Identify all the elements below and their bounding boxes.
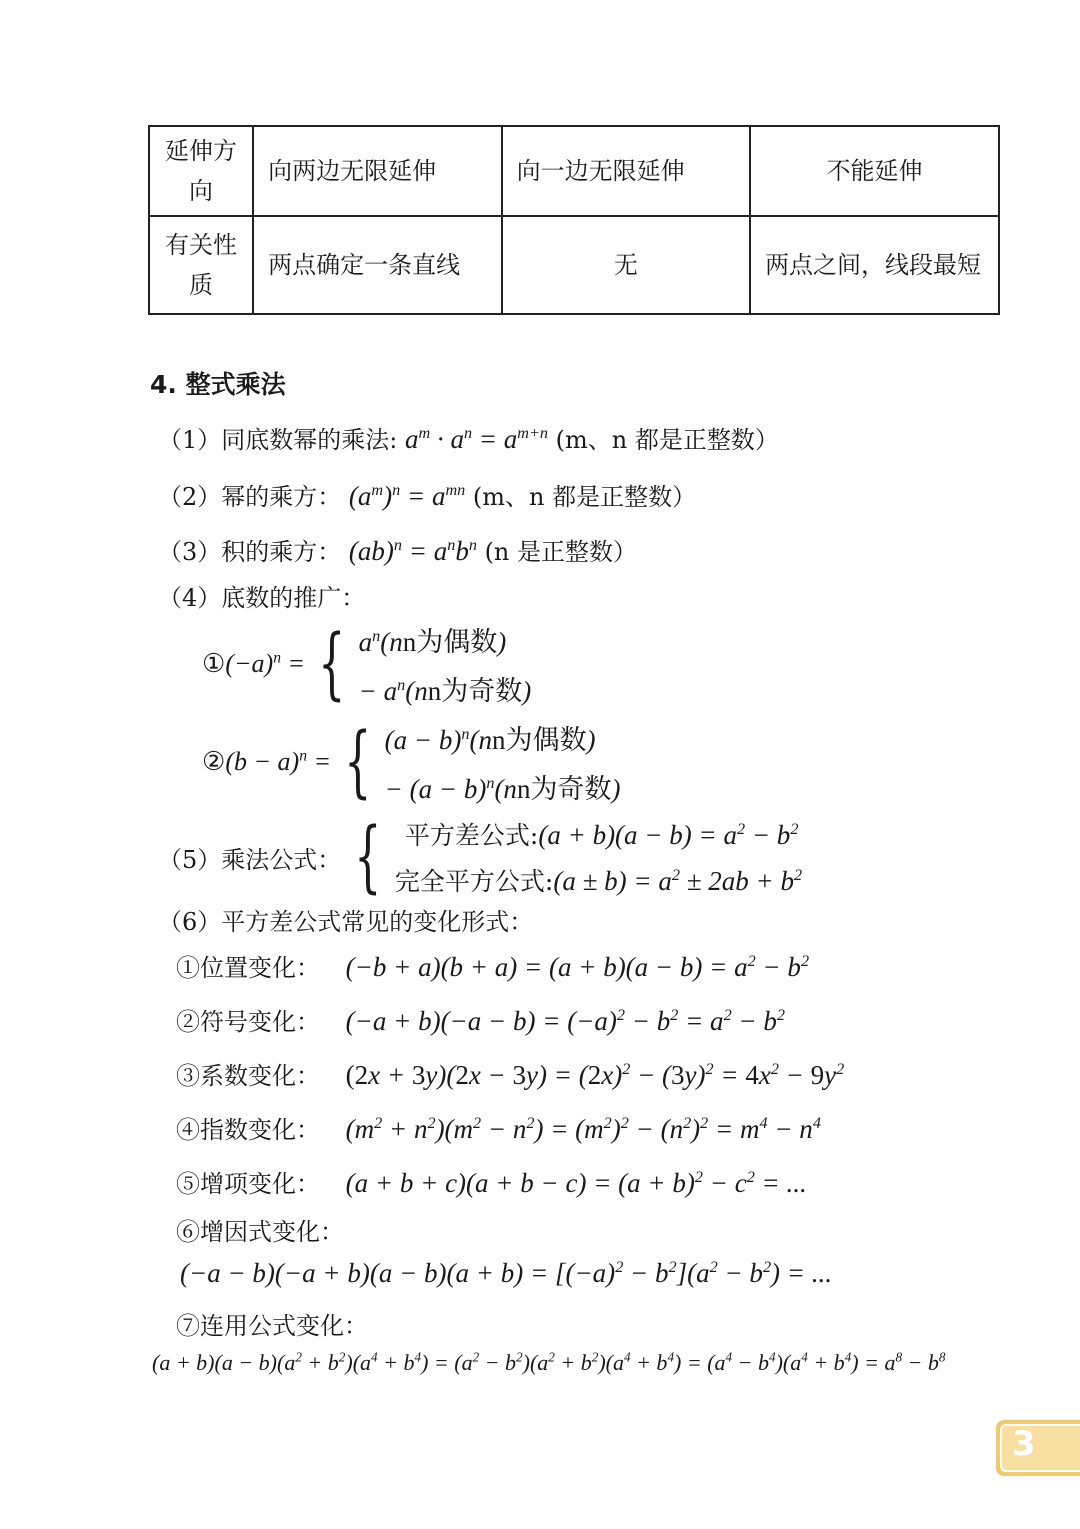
formula: $(a + b)(a - b)(a^2 + b^2)(a^4 + b^4) = (a^2 - b^2)(a^2 + b^2)(a^4 + b^4) = (a^4 - b^4)(a^4 + b^4) = a^8 - b^8$ — [152, 1349, 946, 1375]
formula: $a^m \cdot a^n = a^{m+n}$ — [405, 424, 548, 454]
brace: { — [354, 812, 382, 902]
variation-coefficient — [176, 1056, 844, 1091]
section-title: 4. 整式乘法 — [150, 370, 286, 399]
variation-label: ⑥增因式变化： — [176, 1218, 344, 1246]
rule-multiplication-formulas — [158, 812, 803, 902]
formula: $(-a - b)(-a + b)(a - b)(a + b) = [(-a)^2 - b^2](a^2 - b^2)$ = ... — [180, 1258, 832, 1288]
table-cell: 无 — [502, 216, 750, 314]
row-header: 延伸方向 — [149, 126, 253, 216]
variation-added-factor — [176, 1212, 344, 1247]
variation-label: ④指数变化： — [176, 1116, 320, 1144]
table-cell: 不能延伸 — [750, 126, 999, 216]
variation-label: ⑤增项变化： — [176, 1170, 320, 1198]
case-odd: − $a^n(nn$为奇数) — [358, 676, 532, 706]
diff-of-squares: 平方差公式:(a + $b)(a - b) = a^2 - b^2$ — [404, 820, 799, 850]
variation-position — [176, 948, 809, 983]
row-header: 有关性质 — [149, 216, 253, 314]
table-row — [149, 126, 999, 216]
case-neg-a — [202, 620, 531, 708]
variation-chained-formula — [152, 1350, 946, 1376]
rule-label: （3）积的乘方： — [158, 538, 342, 566]
variation-chained — [176, 1306, 368, 1341]
formula: $(-a + b)(-a - b) = (-a)^2 - b^2 = a^2 - b^2$ — [345, 1006, 785, 1036]
variation-added-term — [176, 1164, 807, 1199]
rule-base-generalization — [158, 578, 365, 613]
variation-sign — [176, 1002, 785, 1037]
formula: $(ab)^n = a^nb^n$ — [348, 536, 477, 566]
rule-note: (m、n 都是正整数） — [555, 426, 779, 454]
variation-added-factor-formula — [180, 1258, 832, 1289]
rule-label: （5）乘法公式： — [158, 845, 342, 874]
formula: $(a^m)^n = a^{mn}$ — [348, 481, 466, 511]
formula: $(a + b + c)(a + b - c) = (a + b)^2 - c^2$ = ... — [345, 1168, 807, 1198]
perfect-square: 完全平方公式:(a ± $b) = a^2 \pm 2ab + b^2$ — [394, 866, 803, 896]
table-cell: 两点之间，线段最短 — [750, 216, 999, 314]
rule-label: （2）幂的乘方： — [158, 483, 342, 511]
table-cell: 向两边无限延伸 — [253, 126, 501, 216]
formula: $(2x + 3y)(2x - 3y) = (2x)^2 - (3y)^2 = 4x^2 - 9y^2$ — [345, 1060, 845, 1090]
case-b-minus-a — [202, 718, 620, 806]
variation-label: ①位置变化： — [176, 954, 320, 982]
rule-power-of-power — [158, 477, 696, 512]
rule-label: （6）平方差公式常见的变化形式： — [158, 908, 534, 936]
formula: ②(b − a)$^n$ = — [202, 747, 332, 776]
case-odd: − $(a - b)^n(nn$为奇数) — [384, 774, 621, 804]
page-number-badge — [996, 1420, 1080, 1476]
formula: $(-b + a)(b + a) = (a + b)(a - b) = a^2 - b^2$ — [345, 952, 810, 982]
table-row — [149, 216, 999, 314]
rule-same-base — [158, 420, 779, 455]
page-number: 3 — [1012, 1424, 1036, 1464]
rule-note: (m、n 都是正整数） — [472, 483, 697, 511]
variation-label: ⑦连用公式变化： — [176, 1312, 368, 1340]
properties-table — [148, 125, 1000, 315]
table-cell: 两点确定一条直线 — [253, 216, 501, 314]
formula: $(m^2 + n^2)(m^2 - n^2) = (m^2)^2 - (n^2)^2 = m^4 - n^4$ — [345, 1114, 821, 1144]
variation-exponent — [176, 1110, 821, 1145]
brace: { — [318, 619, 346, 709]
case-even: $(a - b)^n(nn$为偶数) — [384, 725, 596, 755]
brace: { — [344, 717, 372, 807]
table-cell: 向一边无限延伸 — [502, 126, 750, 216]
case-even: $a^n(nn$为偶数) — [358, 627, 507, 657]
rule-variations — [158, 902, 533, 937]
rule-label: （4）底数的推广： — [158, 584, 366, 612]
variation-label: ②符号变化： — [176, 1008, 320, 1036]
formula: $①(-a)^n$ = — [202, 649, 306, 678]
rule-label: （1）同底数幂的乘法: — [158, 426, 398, 454]
rule-power-of-product — [158, 532, 637, 567]
rule-note: (n 是正整数） — [484, 538, 638, 566]
variation-label: ③系数变化： — [176, 1062, 320, 1090]
